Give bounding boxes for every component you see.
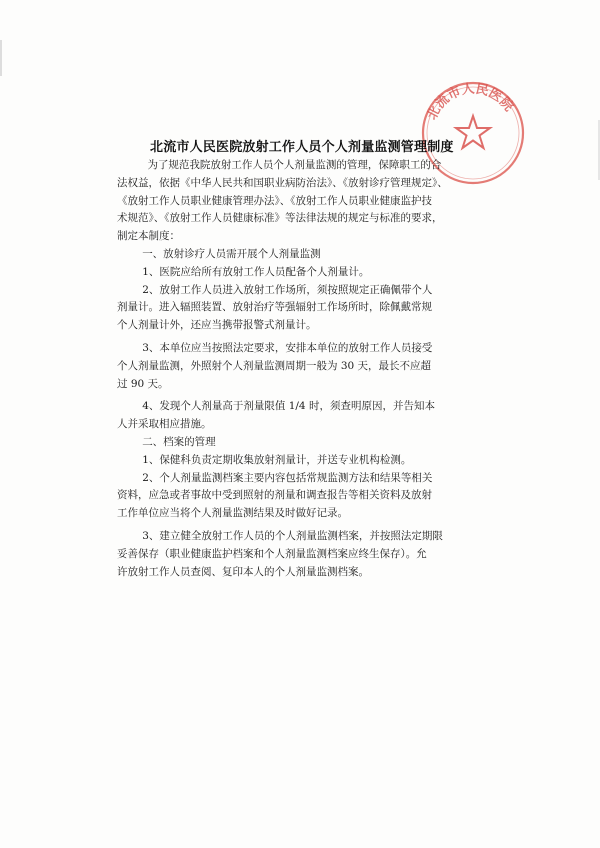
text-line: 工作单位应当将个人剂量监测结果及时做好记录。 (117, 507, 348, 520)
intro-paragraph (117, 157, 477, 246)
list-item (117, 282, 477, 335)
list-item (117, 340, 477, 393)
seal-text: 北流市人民医院 (424, 81, 516, 123)
text-line: 法权益，依据《中华人民共和国职业病防治法》、《放射诊疗管理规定》、 (117, 176, 448, 189)
document-body (117, 157, 477, 581)
text-line: 为了规范我院放射工作人员个人剂量监测的管理，保障职工的合 (147, 159, 442, 171)
list-item (117, 470, 477, 523)
text-line: 3、建立健全放射工作人员的个人剂量监测档案，并按照法定期限 (142, 529, 443, 542)
seal-star-icon (456, 116, 490, 148)
section-heading: 二、档案的管理 (142, 435, 216, 448)
text-line: 3、本单位应当按照法定要求，安排本单位的放射工作人员接受 (142, 341, 433, 354)
text-line: 2、放射工作人员进入放射工作场所，须按照规定正确佩带个人 (142, 283, 433, 296)
list-item (117, 398, 477, 434)
text-line: 个人剂量监测，外照射个人剂量监测周期一般为 30 天，最长不应超 (117, 359, 432, 372)
text-line: 剂量计。进入辐照装置、放射治疗等强辐射工作场所时，除佩戴常规 (117, 301, 432, 314)
text-line: 资料，应急或者事故中受到照射的剂量和调查报告等相关资料及放射 (117, 489, 432, 502)
text-line: 人并采取相应措施。 (117, 418, 212, 431)
page-title: 北流市人民医院放射工作人员个人剂量监测管理制度 (150, 140, 454, 155)
svg-text:北流市人民医院 (425, 82, 517, 123)
text-line: 术规范》、《放射工作人员健康标准》等法律法规的规定与标准的要求， (117, 212, 443, 225)
text-line: 许放射工作人员查阅、复印本人的个人剂量监测档案。 (117, 565, 369, 578)
text-line: 过 90 天。 (117, 377, 169, 390)
text-line: 《放射工作人员职业健康管理办法》、《放射工作人员职业健康监护技 (117, 194, 432, 207)
text-line: 2、个人剂量监测档案主要内容包括常规监测方法和结果等相关 (142, 471, 433, 484)
list-item: 1、医院应给所有放射工作人员配备个人剂量计。 (142, 265, 370, 278)
list-item: 1、保健科负责定期收集放射剂量计，并送专业机构检测。 (142, 453, 412, 466)
text-line: 妥善保存（职业健康监护档案和个人剂量监测档案应终生保存）。允 (117, 547, 427, 560)
section-heading: 一、放射诊疗人员需开展个人剂量监测 (142, 247, 321, 260)
text-line: 个人剂量计外，还应当携带报警式剂量计。 (117, 319, 317, 332)
text-line: 4、发现个人剂量高于剂量限值 1/4 时，须查明原因，并告知本 (142, 400, 435, 413)
list-item (117, 528, 477, 581)
text-line: 制定本制度： (117, 230, 180, 243)
scan-edge-mark (0, 40, 2, 76)
